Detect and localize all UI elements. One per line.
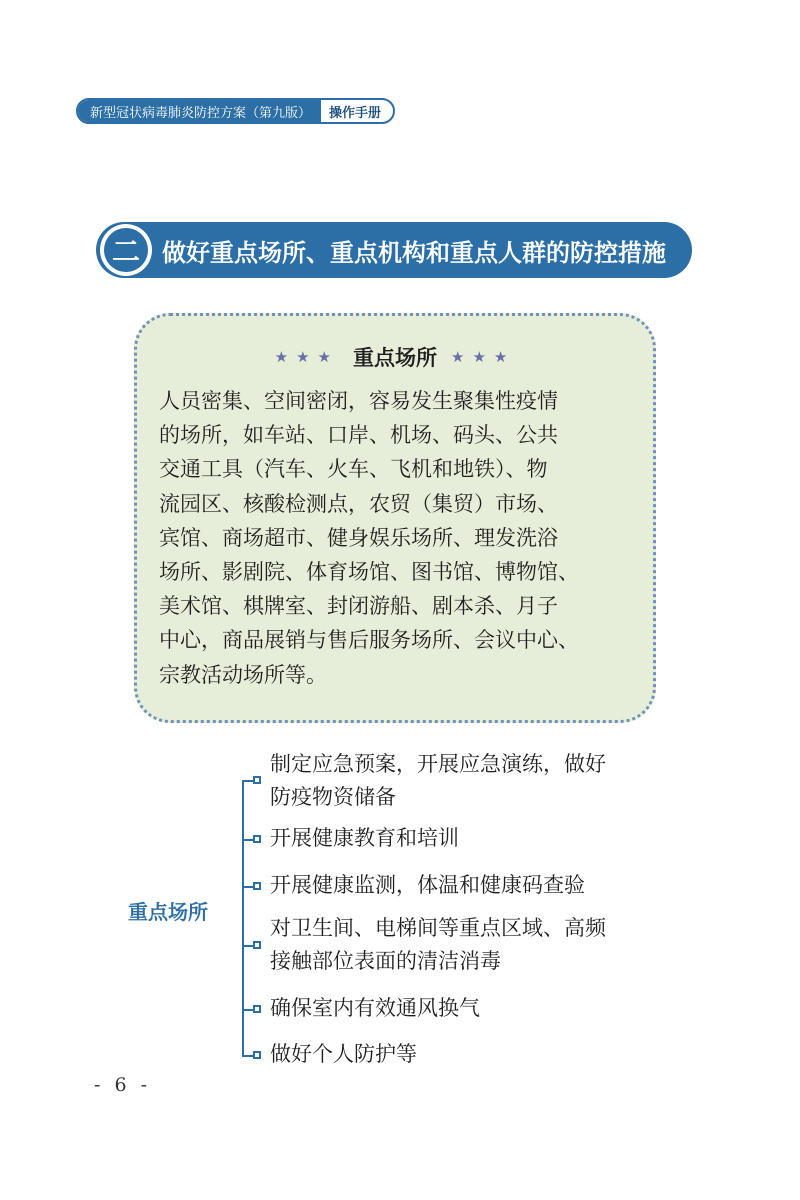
tree-item-line1: 制定应急预案，开展应急演练，做好 [270, 752, 606, 776]
info-title: 重点场所 [353, 346, 437, 370]
book-title: 新型冠状病毒肺炎防控方案（第九版） [78, 100, 321, 122]
tree-root-label: 重点场所 [128, 900, 208, 924]
info-line: 流园区、核酸检测点，农贸（集贸）市场、 [159, 491, 558, 516]
tree-node-icon [253, 882, 261, 890]
tree-item-line1: 确保室内有效通风换气 [270, 996, 480, 1020]
info-line: 的场所，如车站、口岸、机场、码头、公共 [159, 423, 558, 448]
info-body [159, 384, 633, 692]
tree-item-line2: 防疫物资储备 [270, 785, 396, 809]
tree-item-line1: 对卫生间、电梯间等重点区域、高频 [270, 916, 606, 940]
tree-item-line1: 开展健康监测，体温和健康码查验 [270, 873, 585, 897]
info-heading [137, 342, 653, 372]
info-line: 人员密集、空间密闭，容易发生聚集性疫情 [159, 389, 558, 413]
stars-left-icon: ★★★ [274, 348, 339, 366]
tree-node-icon [253, 835, 261, 843]
info-line: 场所、影剧院、体育场馆、图书馆、博物馆、 [159, 560, 579, 585]
info-box [134, 313, 656, 723]
section-banner [96, 222, 692, 278]
tree-node-icon [253, 1051, 261, 1059]
tree-node-icon [253, 941, 261, 949]
tree-item-line1: 做好个人防护等 [270, 1042, 417, 1066]
info-line: 宗教活动场所等。 [159, 662, 327, 687]
section-title: 做好重点场所、重点机构和重点人群的防控措施 [162, 238, 666, 267]
section-number: 二 [104, 228, 148, 272]
tree-item-line1: 开展健康教育和培训 [270, 826, 459, 850]
info-line: 宾馆、商场超市、健身娱乐场所、理发洗浴 [159, 525, 558, 550]
tree-trunk-line [242, 780, 244, 1056]
tree-node-icon [253, 776, 261, 784]
section-number-badge [100, 224, 152, 276]
page-number: - 6 - [94, 1074, 152, 1096]
tree-node-icon [253, 1005, 261, 1013]
tree-item-line2: 接触部位表面的清洁消毒 [270, 949, 501, 973]
info-line: 美术馆、棋牌室、封闭游船、剧本杀、月子 [159, 594, 558, 619]
info-line: 交通工具（汽车、火车、飞机和地铁）、物 [159, 457, 548, 482]
book-subtitle: 操作手册 [329, 105, 382, 121]
header-tag [76, 98, 395, 124]
info-line: 中心，商品展销与售后服务场所、会议中心、 [159, 628, 579, 653]
stars-right-icon: ★★★ [451, 348, 516, 366]
